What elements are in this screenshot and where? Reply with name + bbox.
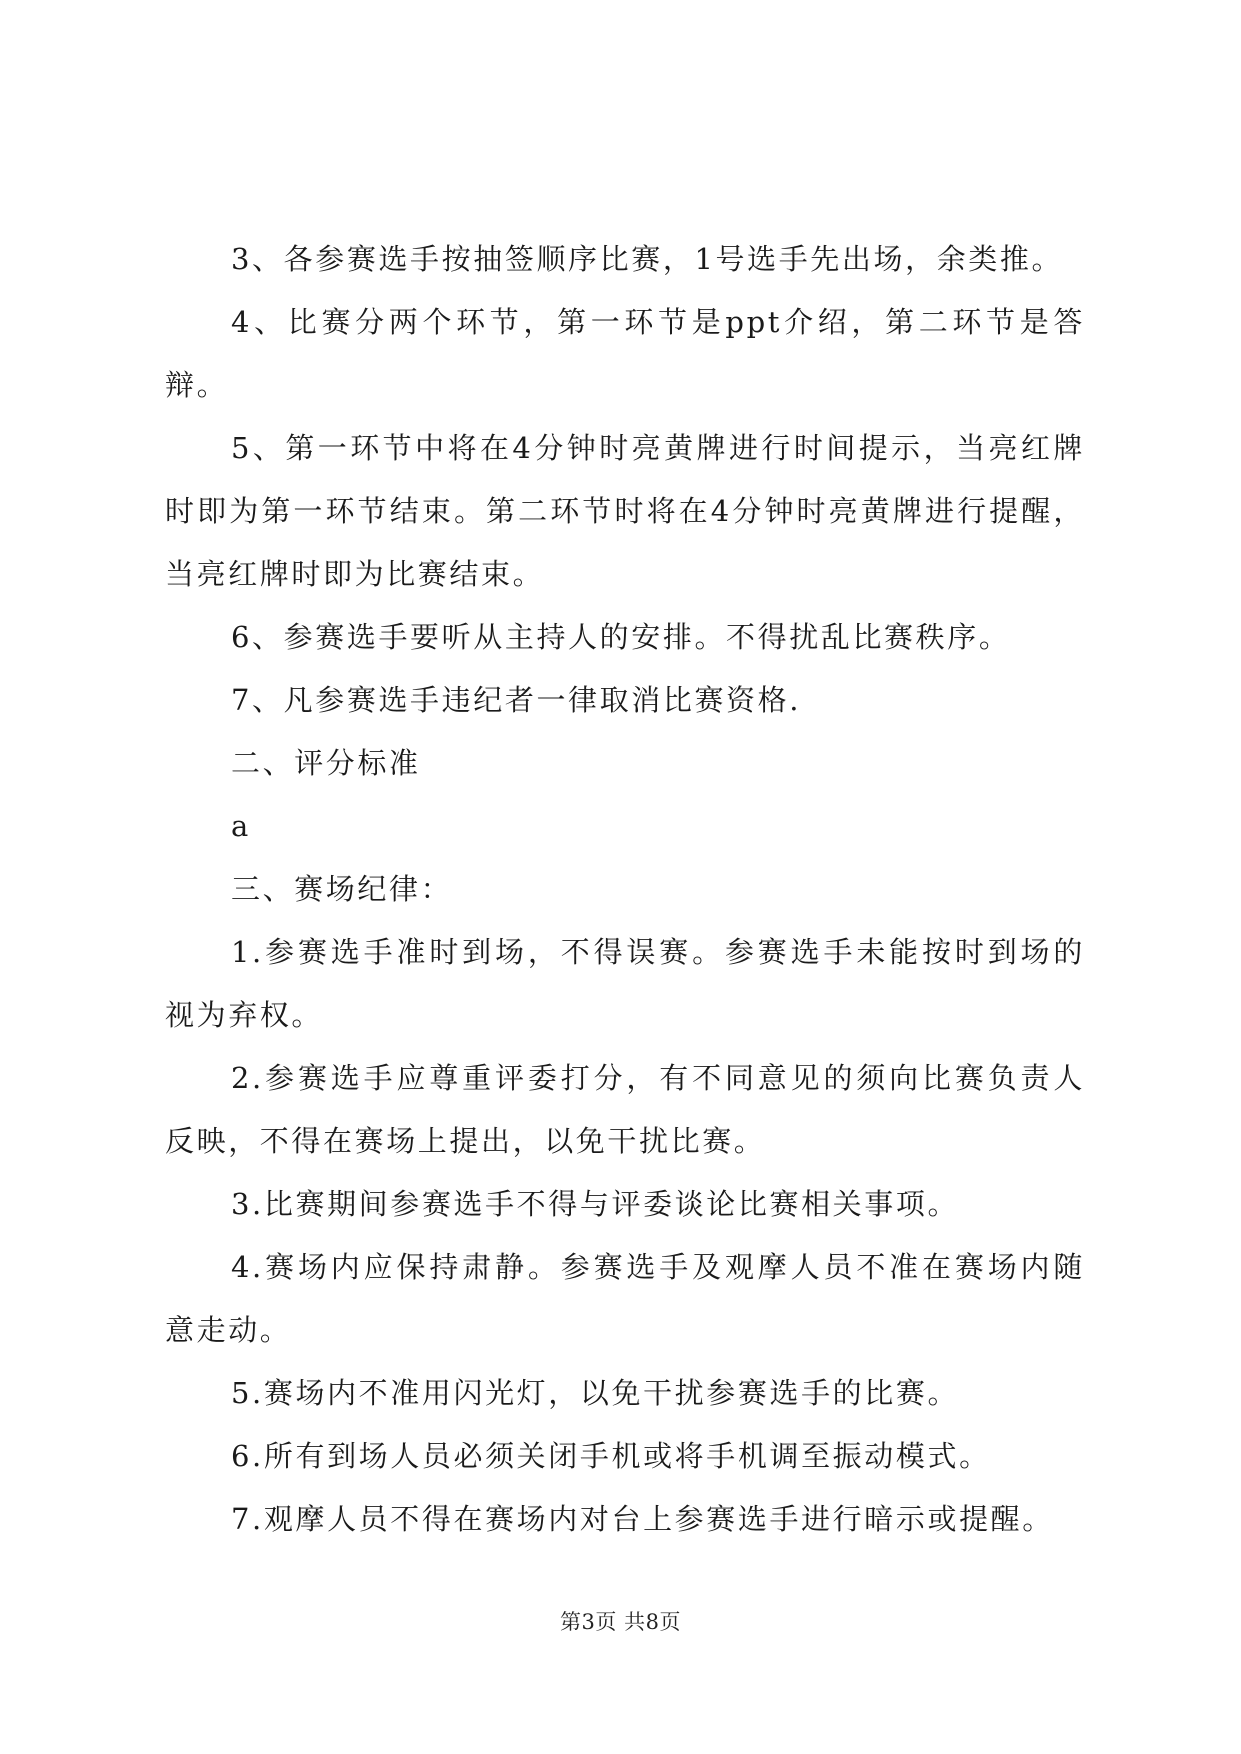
paragraph-rule-4: 4、比赛分两个环节，第一环节是ppt介绍，第二环节是答辩。 (165, 305, 1085, 402)
paragraph-discipline-2: 2.参赛选手应尊重评委打分，有不同意见的须向比赛负责人反映，不得在赛场上提出，以免干扰比赛。 (165, 1061, 1085, 1158)
paragraph-discipline-5: 5.赛场内不准用闪光灯，以免干扰参赛选手的比赛。 (231, 1376, 960, 1410)
paragraph-rule-7: 7、凡参赛选手违纪者一律取消比赛资格. (231, 683, 802, 717)
paragraph-discipline-3: 3.比赛期间参赛选手不得与评委谈论比赛相关事项。 (231, 1187, 960, 1221)
section-heading-scoring: 二、评分标准 (231, 746, 421, 780)
paragraph-discipline-7: 7.观摩人员不得在赛场内对台上参赛选手进行暗示或提醒。 (231, 1502, 1054, 1536)
paragraph-discipline-6: 6.所有到场人员必须关闭手机或将手机调至振动模式。 (231, 1439, 991, 1473)
section-heading-discipline: 三、赛场纪律： (231, 872, 453, 906)
paragraph-rule-5: 5、第一环节中将在4分钟时亮黄牌进行时间提示，当亮红牌时即为第一环节结束。第二环节时将在4分钟时亮黄牌进行提醒，当亮红牌时即为比赛结束。 (165, 431, 1085, 591)
page-number-footer: 第3页 共8页 (560, 1610, 681, 1634)
paragraph-rule-3: 3、各参赛选手按抽签顺序比赛，1号选手先出场，余类推。 (231, 242, 1064, 276)
paragraph-discipline-4: 4.赛场内应保持肃静。参赛选手及观摩人员不准在赛场内随意走动。 (165, 1250, 1085, 1347)
paragraph-discipline-1: 1.参赛选手准时到场，不得误赛。参赛选手未能按时到场的视为弃权。 (165, 935, 1085, 1032)
paragraph-rule-6: 6、参赛选手要听从主持人的安排。不得扰乱比赛秩序。 (231, 620, 1011, 654)
document-body (165, 228, 1085, 1551)
paragraph-placeholder: a (231, 809, 251, 843)
